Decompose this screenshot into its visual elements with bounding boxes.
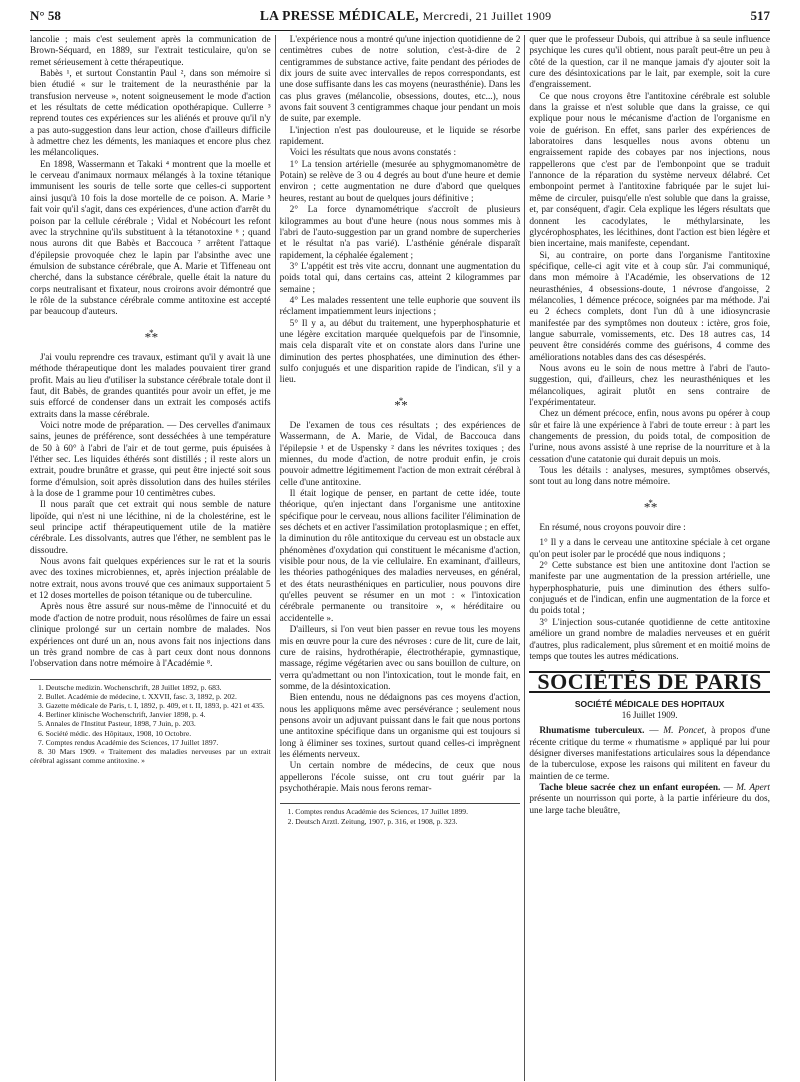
column-divider <box>275 35 276 1081</box>
section-separator: *** <box>643 497 656 515</box>
paragraph: Il nous paraît que cet extrait qui nous semble de nature lipoïde, qui n'est ni une lécithine, ni de la cholestérine, est le seul principe actif thérapeutiquement utile de la matière cérébrale. Les dissolvants, autres que l'éther, ne semblent pas le dissoudre. <box>30 500 271 556</box>
footnote: 6. Société médic. des Hôpitaux, 1908, 10 Octobre. <box>38 728 192 738</box>
footnote: 2. Bullet. Académie de médecine, t. XXVII, fasc. 3, 1892, p. 202. <box>38 691 237 701</box>
page-header <box>30 8 770 31</box>
paragraph: quer que le professeur Dubois, qui attribue à sa seule influence psychique les cures qu'il obtient, nous paraît peut-être un peu à côté de la question, car il ne manque jamais d'y ajouter soit la cure des désintoxications par le lait, par exemple, soit la cure d'engraissement. <box>529 35 770 91</box>
paragraph: 2° Cette substance est bien une antitoxine dont l'action se manifeste par une augmentation de la pression artérielle, une hyperphosphaturie, puis une diminution des éthers sulfo-conjugués et de l'indican, enfin une augmentation de la force et du poids total ; <box>529 561 770 617</box>
issue-date: Mercredi, 21 Juillet 1909 <box>422 9 552 23</box>
footnote: 8. 30 Mars 1909. « Traitement des maladies nerveuses par un extrait cérébral agissant comme antitoxine. » <box>30 746 271 766</box>
journal-name: LA PRESSE MÉDICALE, <box>259 8 419 23</box>
paragraph: 3° L'appétit est très vite accru, donnant une augmentation du poids total qui, dans certains cas, atteint 2 kilogrammes par semaine ; <box>279 261 521 295</box>
footnotes <box>280 803 521 825</box>
paragraph: Si, au contraire, on porte dans l'organisme l'antitoxine spécifique, celle-ci agit vite et à coup sûr. J'ai communiqué, dans mon mémoire à l'Académie, les observations de 12 neurasthénies, 4 obsessions-doute, 1 névrose d'angoisse, 2 mélancolies, 1 démence précoce, soignées par ma méthode. J'ai eu 2 échecs complets, dont l'un dû à une idiosyncrasie manifestée par des symptômes non douteux : ictère, gros foie, langue saburrale, vomissements, etc. Des 18 autres cas, 14 peuvent être considérés comme des guérisons, 4 comme des améliorations notables dans des cas désespérés. <box>529 250 770 363</box>
footnotes <box>30 679 271 766</box>
footnote: 2. Deutsch Arztl. Zeitung, 1907, p. 316, et 1908, p. 323. <box>287 816 458 826</box>
paragraph: Tous les détails : analyses, mesures, symptômes observés, sont tout au long dans notre mémoire. <box>529 466 770 488</box>
section-banner <box>529 669 770 695</box>
paragraph: Nous avons eu le soin de nous mettre à l'abri de l'auto-suggestion, qui, d'ailleurs, chez les neurasthéniques et les mélancoliques, agirait plutôt en sens contraire de l'expérimentateur. <box>529 363 770 408</box>
column-2 <box>280 35 521 1081</box>
paragraph: lancolie ; mais c'est seulement après la communication de Brown-Séquard, en 1889, sur l'extrait testiculaire, qu'on se remet sérieusement à cette thérapeutique. <box>30 35 271 68</box>
footnote: 7. Comptes rendus Académie des Sciences, 17 Juillet 1897. <box>38 737 219 747</box>
report-title: Rhumatisme tuberculeux. <box>539 726 645 737</box>
paragraph: Nous avons fait quelques expériences sur le rat et la souris avec des toxines microbiennes, et, après injection préalable de notre extrait, nous avons trouvé que ces animaux supportaient 5 et 12 doses mortelles de poison tétanique ou de tuberculine. <box>30 557 271 602</box>
paragraph: De l'examen de tous ces résultats ; des expériences de Wassermann, de A. Marie, de Vidal, de Baccouca dans l'épilepsie ¹ et de Uspensky ² dans les névrites toxiques ; des miennes, du mode d'action, de notre produit enfin, je crois pouvoir admettre légitimement l'action de mon extrait cérébral à celle d'une antitoxine. <box>279 420 521 488</box>
paragraph: Ce que nous croyons être l'antitoxine cérébrale est soluble dans la graisse et n'est soluble que dans la graisse, ce qui explique pour nous le mécanisme d'action de l'organisme en voie de guérison. En effet, sans parler des expériences de laboratoires dans lesquelles nous avons obtenu un engraissement rapide des cobayes par nos injections, nous rappellerons que c'est par de l'embonpoint que se traduit l'annonce de la réparation du système nerveux délabré. Cet embonpoint permet à l'antitoxine fabriquée par le sujet lui-même de circuler, puisqu'elle n'est soluble que dans la graisse, et, par conséquent, d'agir. Cela explique les légers résultats que donnent les cacodylates, le méthylarsinate, les glycérophosphates, les lécithines, dont l'action est bien légère et bien incertaine, mais manifeste, cependant. <box>529 91 770 250</box>
report-paragraph: Tache bleue sacrée chez un enfant européen. — M. Apert présente un nourrisson qui porte, à la partie inférieure du dos, une large tache bleuâtre, <box>529 782 770 816</box>
column-divider <box>524 35 525 1081</box>
paragraph: Il était logique de penser, en partant de cette idée, toute théorique, qu'en injectant dans l'organisme une antitoxine spécifique pour le cerveau, nous allions faciliter l'élimination de ses déchets et en activer l'assimilation protoplasmique ; en effet, la diminution du rôle antitoxique du cerveau est un obstacle aux phénomènes d'oxydation qui constituent le mécanisme d'action, visible pour nous, de la vie cellulaire. En examinant, d'ailleurs, les théories pathogéniques des maladies nerveuses, en général, et des états neurasthéniques en particulier, nous pouvons dire qu'elles peuvent se résumer en un mot : « l'intoxication cérébrale permanente ou transitoire », « héréditaire ou accidentelle ». <box>279 489 521 624</box>
section-title: SOCIÉTÉS DE PARIS <box>537 669 762 695</box>
report-text: présente un nourrisson qui porte, à la partie inférieure du dos, une large tache bleuâtre, <box>529 794 770 816</box>
paragraph: 5° Il y a, au début du traitement, une hyperphosphaturie et une légère excitation marquée quelquefois par de l'insomnie, mais cela disparaît vite et on constate alors dans l'urine une diminution des pertes phosphatées, une diminution des éther-sulfo conjugués et une disparition rapide de l'indican, s'il y a lieu. <box>279 318 521 386</box>
footnote: 3. Gazette médicale de Paris, t. I, 1892, p. 409, et t. II, 1893, p. 421 et 435. <box>38 700 265 710</box>
paragraph: L'expérience nous a montré qu'une injection quotidienne de 2 centimètres cubes de notre solution, c'est-à-dire de 2 centigrammes de substance active, faite pendant des périodes de dix jours de suite avec intervalles de repos correspondants, est une dose suffisante dans les cas moyens (neurasthénie). Dans les cas plus graves (mélancolie, obsessions, doutes, etc...), nous avons fait souvent 3 centigrammes chaque jour pendant un mois de suite, par exemple. <box>279 35 521 125</box>
paragraph: 4° Les malades ressentent une telle euphorie que souvent ils réclament impatiemment leurs injections ; <box>279 295 521 318</box>
paragraph: L'injection n'est pas douloureuse, et le liquide se résorbe rapidement. <box>279 125 521 148</box>
paragraph: Voici notre mode de préparation. — Des cervelles d'animaux sains, jeunes de préférence, sont desséchées à une température de 50 à 60° à l'abri de l'air et de tout germe, puis épuisées à l'éther sec. Les liquides éthérés sont distillés ; il reste alors un extrait, poudre brunâtre et grasse, qui peut être injecté soit sous forme d'émulsion, soit après dissolution dans des huiles stériles à la dose de 1 gramme pour 10 centimètres cubes. <box>30 420 271 500</box>
paragraph: Un certain nombre de médecins, de ceux que nous appellerons l'école suisse, ont cru tout guérir par la psychothérapie. Mais nous ferons remar- <box>279 761 521 794</box>
paragraph: En 1898, Wassermann et Takaki ⁴ montrent que la moelle et le cerveau d'animaux normaux mélangés à la toxine tétanique immunisent les souris de telle sorte que celles-ci supportent ainsi jusqu'à 10 fois la dose mortelle de ce poison. A. Marie ⁵ fait voir qu'il s'agit, dans ces expériences, d'une action d'arrêt du poison par la cellule cérébrale ; Vidal et Nobécourt les refont avec la strychnine qu'ils substituent à la tétanotoxine ⁶ ; quand nous aurons dit que Babès et Baccouca ⁷ arrêtent l'attaque d'épilepsie provoquée chez le lapin par l'absinthe avec une émulsion de substance cérébrale, que A. Marie et Tiffeneau ont cherché, dans la substance cérébrale, quelle était la nature du corps neutralisant et fixateur, nous croirons avoir démontré que le rôle de la substance cérébrale comme antitoxine est accepté par beaucoup d'auteurs. <box>30 159 271 318</box>
footnote: 1. Comptes rendus Académie des Sciences, 17 Juillet 1899. <box>287 807 468 817</box>
paragraph: Voici les résultats que nous avons constatés : <box>289 148 457 159</box>
society-date: 16 Juillet 1909. <box>621 709 678 720</box>
paragraph: 1° Il y a dans le cerveau une antitoxine spéciale à cet organe qu'on peut isoler par le procédé que nous indiquons ; <box>529 538 770 560</box>
page-number-right: 517 <box>750 8 770 23</box>
article-columns <box>30 35 770 1081</box>
paragraph: Bien entendu, nous ne dédaignons pas ces moyens d'action, nous les appliquons même avec persévérance ; seulement nous pensons avoir un adjuvant puissant dans le fait que nous portons une antitoxine spécifique dans un organisme qui est toujours si long à éliminer ses toxines, surtout quand celles-ci imprègnent les éléments nerveux. <box>279 693 521 760</box>
paragraph: Chez un dément précoce, enfin, nous avons pu opérer à coup sûr et faire là une expérience à l'abri de toute erreur : à part les changements de pression, du poids total, de composition de l'urine, nous avons assisté à une reprise de la nourriture et à la cessation d'une catatonie qui durait depuis un mois. <box>529 409 770 465</box>
paragraph: 3° L'injection sous-cutanée quotidienne de cette antitoxine améliore un grand nombre de maladies nerveuses et en guérit d'autres, plus radicalement, plus sûrement et en moitié moins de temps que toutes les autres médications. <box>529 617 770 662</box>
paragraph: 2° La force dynamométrique s'accroît de plusieurs kilogrammes au bout d'une heure (nous nous sommes mis à l'abri de l'auto-suggestion par un grand nombre de supercheries et le résultat n'a pas varié). L'asthénie générale disparaît rapidement, la céphalée également ; <box>279 205 521 261</box>
report-author: M. Poncet, <box>663 726 707 737</box>
paragraph: D'ailleurs, si l'on veut bien passer en revue tous les moyens mis en œuvre pour la cure des névroses : cure de lit, cure de lait, cure de raisins, hydrothérapie, électrothérapie, gymnastique, massage, régime végétarien avec ou sans bouillon de culture, on verra qu'admettant ou non l'intoxication, tout le monde fait, en somme, de la désintoxication. <box>279 625 521 692</box>
journal-title <box>260 8 552 24</box>
report-author: M. Apert <box>736 782 770 793</box>
paragraph: Babès ¹, et surtout Constantin Paul ², dans son mémoire si bien étudié « sur le traitement de la neurasthénie par la transfusion nerveuse », notent soigneusement le mode d'action et les résultats de cette médication opothérapique. Cullerre ³ reprend toutes ces expériences sur les aliénés et prouve qu'il n'y a pas auto-suggestion dans leur action, chose d'ailleurs difficile à admettre chez les déments, les maniaques et encore plus chez les mélancoliques. <box>30 69 271 159</box>
page-number-left: N° 58 <box>30 8 61 23</box>
report-title: Tache bleue sacrée chez un enfant européen. <box>539 782 721 793</box>
footnote: 4. Berliner klinische Wochenschrift, Janvier 1898, p. 4. <box>38 710 206 720</box>
paragraph: 1° La tension artérielle (mesurée au sphygmomanomètre de Potain) se relève de 3 ou 4 degrés au bout d'une heure et demie environ ; cette augmentation ne dure d'abord que quelques heures, restant au bout de quelques jours définitive ; <box>279 159 521 204</box>
section-separator: *** <box>144 327 157 344</box>
paragraph: Après nous être assuré sur nous-même de l'innocuité et du mode d'action de notre produit, nous résolûmes de faire un essai clinique prolongé sur un certain nombre de malades. Nos expériences ont duré un an, nous avons fait nos injections dans un très grand nombre de cas à part ceux dont nous donnons l'observation dans notre mémoire à l'Académie ⁸. <box>30 602 271 670</box>
report-paragraph: Rhumatisme tuberculeux. — M. Poncet, à propos d'une récente critique du terme « rhumatisme » appliqué par lui pour désigner diverses manifestations articulaires sous la dépendance de la tuberculose, expose les raisons qui militent en faveur du maintien de ce terme. <box>529 726 770 782</box>
section-separator: *** <box>394 395 406 412</box>
paragraph: J'ai voulu reprendre ces travaux, estimant qu'il y avait là une méthode thérapeutique dont les malades pouvaient tirer grand profit. Mais au lieu d'utiliser la substance cérébrale totale dont il faut, dit Babès, de grandes quantités pour avoir un effet, je me suis efforcé de condenser dans un extrait les composés actifs extraits dans la masse cérébrale. <box>30 352 271 420</box>
paragraph: En résumé, nous croyons pouvoir dire : <box>539 523 686 534</box>
footnote: 5. Annales de l'Institut Pasteur, 1898, 7 Juin, p. 203. <box>38 719 196 729</box>
footnote: 1. Deutsche medizin. Wochenschrift, 28 Juillet 1892, p. 683. <box>38 682 222 692</box>
column-1 <box>30 35 271 1081</box>
column-3 <box>529 35 770 1081</box>
report-text: à propos d'une récente critique du terme « rhumatisme » appliqué par lui pour désigner diverses manifestations articulaires sous la dépendance de la tuberculose, expose les raisons qui militent en faveur du maintien de ce terme. <box>529 726 770 782</box>
society-name: SOCIÉTÉ MÉDICALE DES HOPITAUX <box>574 698 725 709</box>
